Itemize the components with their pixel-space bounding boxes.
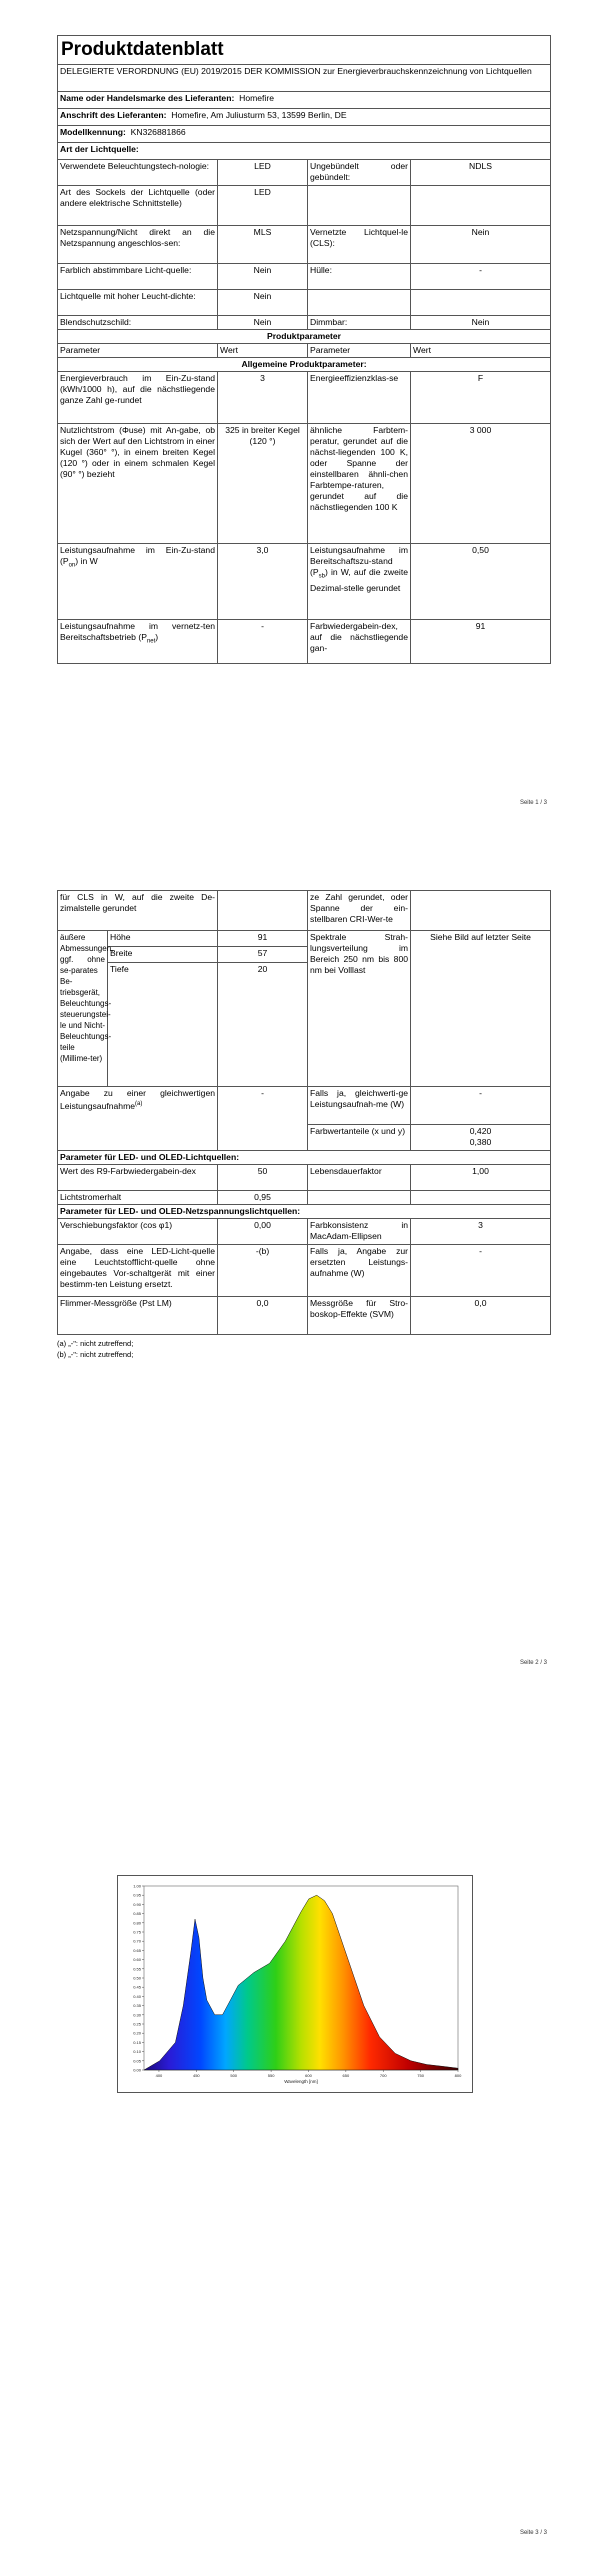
col-parameter: Parameter	[308, 344, 411, 358]
supplier-name-value: Homefire	[239, 93, 274, 103]
y-tick-label: 1.00	[133, 1883, 141, 1889]
x-tick-label: 450	[192, 2073, 200, 2078]
equivalent-power-r-label: Falls ja, gleichwerti-ge Leistungsaufnah-me (W)	[308, 1087, 411, 1125]
spectral-value: Siehe Bild auf letzter Seite	[411, 931, 551, 1087]
supplier-name-label: Name oder Handelsmarke des Lieferanten:	[60, 93, 235, 103]
type-value	[411, 186, 551, 226]
page-number: Seite 1 / 3	[519, 800, 547, 806]
col-value: Wert	[218, 344, 308, 358]
y-tick-label: 0.70	[133, 1938, 141, 1944]
mains-parameters-header: Parameter für LED- und OLED-Netzspannungslichtquellen:	[58, 1205, 551, 1219]
y-tick-label: 0.45	[133, 1984, 141, 1990]
spectral-label: Spektrale Strah-lungsverteilung im Bereich 250 nm bis 800 nm bei Volllast	[308, 931, 411, 1087]
type-label: Hülle:	[308, 264, 411, 290]
type-label	[308, 186, 411, 226]
led-parameters-header: Parameter für LED- und OLED-Lichtquellen:	[58, 1151, 551, 1165]
y-tick-label: 0.60	[133, 1957, 141, 1963]
macadam-value: 3	[411, 1219, 551, 1245]
empty-cell	[218, 891, 308, 931]
x-axis-label: Wavelength [nm]	[284, 2079, 318, 2084]
type-value: Nein	[218, 264, 308, 290]
y-tick-label: 0.65	[133, 1947, 141, 1953]
dim-value: 20	[218, 963, 308, 1087]
r9-value: 50	[218, 1165, 308, 1191]
chromaticity-value: 0,420 0,380	[411, 1125, 551, 1151]
x-tick-label: 550	[267, 2073, 275, 2078]
dim-name: Tiefe	[108, 963, 218, 1087]
param-label: Energieeffizienzklas-se	[308, 372, 411, 424]
param-label: Energieverbrauch im Ein-Zu-stand (kWh/1000 h), auf die nächstliegende ganze Zahl ge-rundet	[58, 372, 218, 424]
y-tick-label: 0.40	[133, 1993, 141, 1999]
y-tick-label: 0.50	[133, 1975, 141, 1981]
lifetime-factor-label: Lebensdauerfaktor	[308, 1165, 411, 1191]
y-tick-label: 0.15	[133, 2039, 141, 2045]
datasheet-table-1	[57, 35, 551, 664]
x-tick-label: 500	[230, 2073, 238, 2078]
page-2	[0, 855, 603, 1705]
cri-value: 91	[411, 620, 551, 664]
fluorescent-claim-label: Angabe, dass eine LED-Licht-quelle eine Leuchtstofflicht-quelle ohne eingebautes Vor-schaltgerät mit einer bestimm-ten Leistung ersetzt.	[58, 1245, 218, 1297]
standby-label: Leistungsaufnahme im Bereitschaftszu-stand $(P_{sb})$ in W, auf die zweite Dezimal-stelle gerundet	[308, 544, 411, 620]
model-label: Modellkennung:	[60, 127, 126, 137]
y-tick-label: 0.25	[133, 2021, 141, 2027]
standby-value: 0,50	[411, 544, 551, 620]
y-tick-label: 0.85	[133, 1911, 141, 1917]
page-1	[0, 0, 603, 855]
type-label: Vernetzte Lichtquel-le (CLS):	[308, 226, 411, 264]
datasheet-table-2	[57, 890, 551, 1335]
datasheet-page-1	[57, 35, 550, 664]
macadam-label: Farbkonsistenz in MacAdam-Ellipsen	[308, 1219, 411, 1245]
footnote-a: (a) „-": nicht zutreffend;	[57, 1339, 134, 1348]
type-value: Nein	[411, 226, 551, 264]
dim-name: Breite	[108, 947, 218, 963]
param-value: F	[411, 372, 551, 424]
param-label: Nutzlichtstrom (Φuse) mit An-gabe, ob sich der Wert auf den Lichtstrom in einer Kugel (360° °), in einem breiten Kegel (120 °) oder in einem schmalen Kegel (90° °) bezieht	[58, 424, 218, 544]
fluorescent-claim-r-label: Falls ja, Angabe zur ersetzten Leistungs-aufnahme (W)	[308, 1245, 411, 1297]
model-value: KN326881866	[130, 127, 186, 137]
type-value: NDLS	[411, 160, 551, 186]
empty-cell	[411, 1191, 551, 1205]
dim-value: 91	[218, 931, 308, 947]
dimensions-label: äußere Abmessungen, ggf. ohne se-parates Be-triebsgerät, Beleuchtungs-steuerungstei-le und Nicht-Beleuchtungs-teile (Millime-ter)	[58, 931, 108, 1087]
y-tick-label: 0.10	[133, 2049, 141, 2055]
type-value: LED	[218, 160, 308, 186]
page-number: Seite 3 / 3	[519, 2530, 547, 2536]
type-label: Ungebündelt oder gebündelt:	[308, 160, 411, 186]
x-tick-label: 800	[454, 2073, 462, 2078]
displacement-value: 0,00	[218, 1219, 308, 1245]
x-tick-label: 700	[379, 2073, 387, 2078]
y-tick-label: 0.05	[133, 2058, 141, 2064]
datasheet-page-2	[57, 890, 550, 1360]
regulation-text: DELEGIERTE VERORDNUNG (EU) 2019/2015 DER KOMMISSION zur Energieverbrauchskennzeichnung von Lichtquellen	[58, 65, 551, 92]
type-value: Nein	[411, 316, 551, 330]
lifetime-factor-value: 1,00	[411, 1165, 551, 1191]
displacement-label: Verschiebungsfaktor (cos φ1)	[58, 1219, 218, 1245]
product-parameters-header: Produktparameter	[58, 330, 551, 344]
net-standby-value: -	[218, 620, 308, 664]
equivalent-power-label: Angabe zu einer gleichwertigen Leistungsaufnahme$^{(a)}$	[58, 1087, 218, 1151]
maintenance-label: Lichtstromerhalt	[58, 1191, 218, 1205]
col-value: Wert	[411, 344, 551, 358]
y-tick-label: 0.00	[133, 2067, 141, 2073]
equivalent-power-r-value: -	[411, 1087, 551, 1125]
model-row	[58, 126, 551, 143]
power-on-value: 3,0	[218, 544, 308, 620]
type-label: Netzspannung/Nicht direkt an die Netzspannung angeschlos-sen:	[58, 226, 218, 264]
type-value: Nein	[218, 316, 308, 330]
net-standby-label: Leistungsaufnahme im vernetz-ten Bereitschaftsbetrieb $(P_{net})$	[58, 620, 218, 664]
supplier-address-row	[58, 109, 551, 126]
param-value: 325 in breiter Kegel (120 °)	[218, 424, 308, 544]
y-tick-label: 0.75	[133, 1929, 141, 1935]
y-tick-label: 0.80	[133, 1920, 141, 1926]
fluorescent-claim-value: -(b)	[218, 1245, 308, 1297]
flicker-label: Flimmer-Messgröße (Pst LM)	[58, 1297, 218, 1335]
type-label: Blendschutzschild:	[58, 316, 218, 330]
x-tick-label: 600	[305, 2073, 312, 2078]
supplier-address-label: Anschrift des Lieferanten:	[60, 110, 167, 120]
maintenance-value: 0,95	[218, 1191, 308, 1205]
type-value: Nein	[218, 290, 308, 316]
general-parameters-header: Allgemeine Produktparameter:	[58, 358, 551, 372]
r9-label: Wert des R9-Farbwiedergabein-dex	[58, 1165, 218, 1191]
power-on-label: Leistungsaufnahme im Ein-Zu-stand $(P_{on})$ in W	[58, 544, 218, 620]
type-value: LED	[218, 186, 308, 226]
flicker-value: 0,0	[218, 1297, 308, 1335]
y-tick-label: 0.95	[133, 1892, 141, 1898]
dim-value: 57	[218, 947, 308, 963]
svm-value: 0,0	[411, 1297, 551, 1335]
param-value: 3 000	[411, 424, 551, 544]
chromaticity-label: Farbwertanteile (x und y)	[308, 1125, 411, 1151]
dim-name: Höhe	[108, 931, 218, 947]
y-tick-label: 0.90	[133, 1901, 141, 1907]
footnote-b: (b) „-": nicht zutreffend;	[57, 1350, 134, 1359]
type-label: Dimmbar:	[308, 316, 411, 330]
col-parameter: Parameter	[58, 344, 218, 358]
spectrum-chart	[118, 1876, 472, 2092]
sheet-title: Produktdatenblatt	[58, 36, 551, 65]
x-tick-label: 400	[155, 2073, 163, 2078]
type-label: Farblich abstimmbare Licht-quelle:	[58, 264, 218, 290]
param-value: 3	[218, 372, 308, 424]
x-tick-label: 750	[417, 2073, 424, 2078]
type-label: Art des Sockels der Lichtquelle (oder andere elektrische Schnittstelle)	[58, 186, 218, 226]
svm-label: Messgröße für Stro-boskop-Effekte (SVM)	[308, 1297, 411, 1335]
cls-continuation: für CLS in W, auf die zweite De-zimalstelle gerundet	[58, 891, 218, 931]
x-tick-label: 650	[342, 2073, 350, 2078]
equivalent-power-value: -	[218, 1087, 308, 1151]
param-label: ähnliche Farbtem-peratur, gerundet auf die nächst-liegenden 100 K, oder Spanne der einstellbaren ähnli-chen Farbtempe-raturen, gerundet auf die nächstliegenden 100 K	[308, 424, 411, 544]
type-value	[411, 290, 551, 316]
type-value: MLS	[218, 226, 308, 264]
supplier-address-value: Homefire, Am Juliusturm 53, 13599 Berlin, DE	[171, 110, 347, 120]
y-tick-label: 0.30	[133, 2012, 141, 2018]
light-source-type-header: Art der Lichtquelle:	[58, 143, 551, 160]
type-label: Lichtquelle mit hoher Leucht-dichte:	[58, 290, 218, 316]
type-label: Verwendete Beleuchtungstech-nologie:	[58, 160, 218, 186]
empty-cell	[411, 891, 551, 931]
empty-cell	[308, 1191, 411, 1205]
page-number: Seite 2 / 3	[519, 1660, 547, 1666]
y-tick-label: 0.20	[133, 2030, 141, 2036]
cri-continuation: ze Zahl gerundet, oder Spanne der ein-stellbaren CRI-Wer-te	[308, 891, 411, 931]
supplier-name-row	[58, 92, 551, 109]
fluorescent-claim-r-value: -	[411, 1245, 551, 1297]
spectrum-figure	[117, 1875, 473, 2093]
type-label	[308, 290, 411, 316]
y-tick-label: 0.55	[133, 1966, 141, 1972]
cri-label: Farbwiedergabein-dex, auf die nächstliegende gan-	[308, 620, 411, 664]
y-tick-label: 0.35	[133, 2003, 141, 2009]
type-value: -	[411, 264, 551, 290]
page-3	[0, 1705, 603, 2560]
